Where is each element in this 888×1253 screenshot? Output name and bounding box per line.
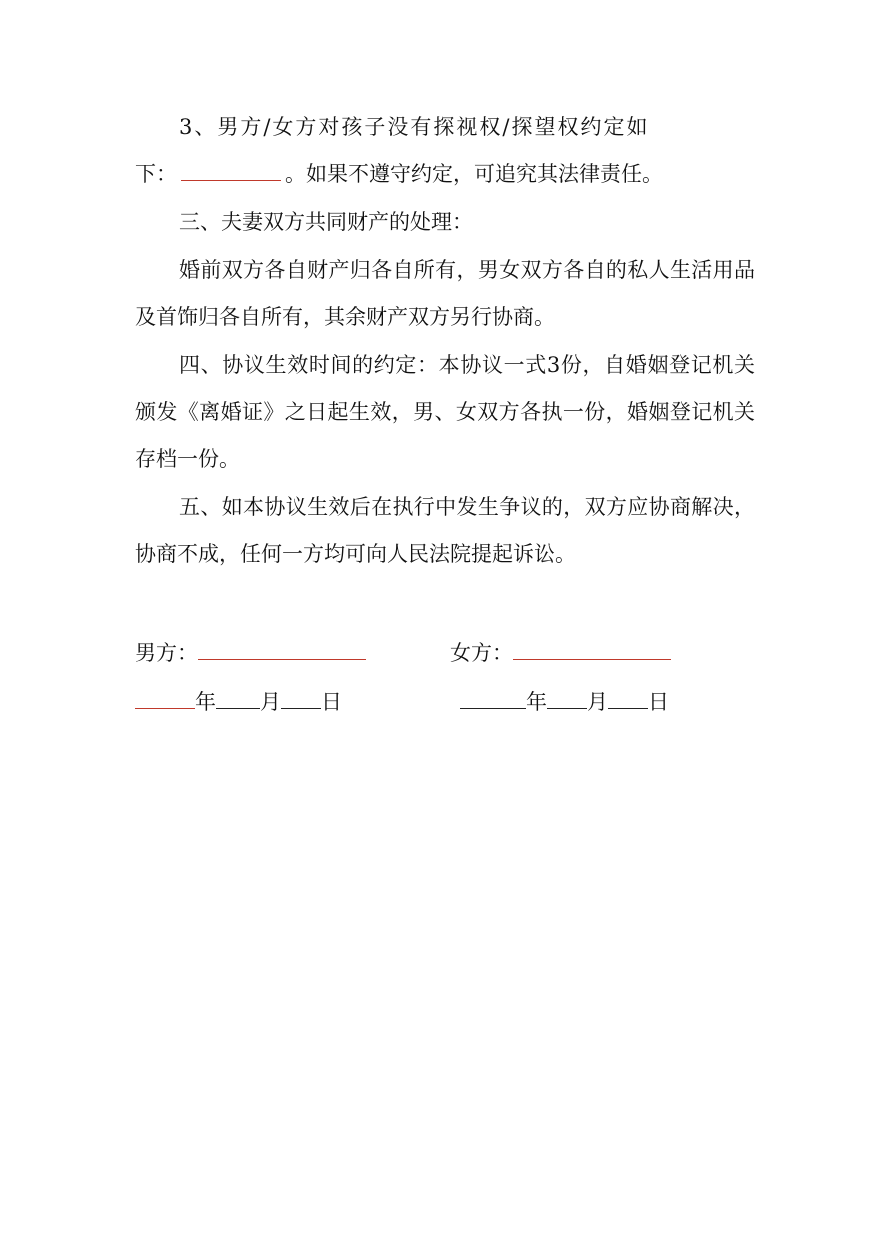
male-day-line[interactable] xyxy=(281,686,321,709)
female-signature xyxy=(450,637,671,668)
section-4-body: 四、协议生效时间的约定：本协议一式3份，自婚姻登记机关颁发《离婚证》之日起生效，男、女双方各执一份，婚姻登记机关存档一份。 xyxy=(135,353,755,471)
female-date xyxy=(460,686,669,717)
clause-3-text: 3、男方/女方对孩子没有探视权/探望权约定如 xyxy=(179,115,650,139)
clause-3-line-2 xyxy=(135,151,755,198)
male-month-label: 月 xyxy=(260,690,281,714)
female-label: 女方： xyxy=(450,641,513,665)
male-date xyxy=(135,686,342,717)
clause-3-suffix: 。如果不遵守约定，可追究其法律责任。 xyxy=(285,162,663,186)
section-3-body: 婚前双方各自财产归各自所有，男女双方各自的私人生活用品及首饰归各自所有，其余财产双方另行协商。 xyxy=(135,258,755,329)
male-day-label: 日 xyxy=(321,690,342,714)
female-year-label: 年 xyxy=(526,690,547,714)
clause-3-prefix: 下： xyxy=(135,162,177,186)
female-year-line[interactable] xyxy=(460,686,526,709)
female-month-label: 月 xyxy=(587,690,608,714)
male-label: 男方： xyxy=(135,641,198,665)
section-5-body: 五、如本协议生效后在执行中发生争议的，双方应协商解决，协商不成，任何一方均可向人民法院提起诉讼。 xyxy=(135,495,755,566)
female-day-label: 日 xyxy=(648,690,669,714)
female-month-line[interactable] xyxy=(547,686,587,709)
female-signature-line[interactable] xyxy=(513,637,671,660)
visitation-blank[interactable] xyxy=(181,179,281,181)
section-3-heading: 三、夫妻双方共同财产的处理： xyxy=(179,210,473,234)
male-month-line[interactable] xyxy=(216,686,260,709)
male-signature-line[interactable] xyxy=(198,637,366,660)
male-signature xyxy=(135,637,366,668)
clause-3-line-1 xyxy=(135,104,755,151)
female-day-line[interactable] xyxy=(608,686,648,709)
male-year-line[interactable] xyxy=(135,686,195,709)
male-year-label: 年 xyxy=(195,690,216,714)
